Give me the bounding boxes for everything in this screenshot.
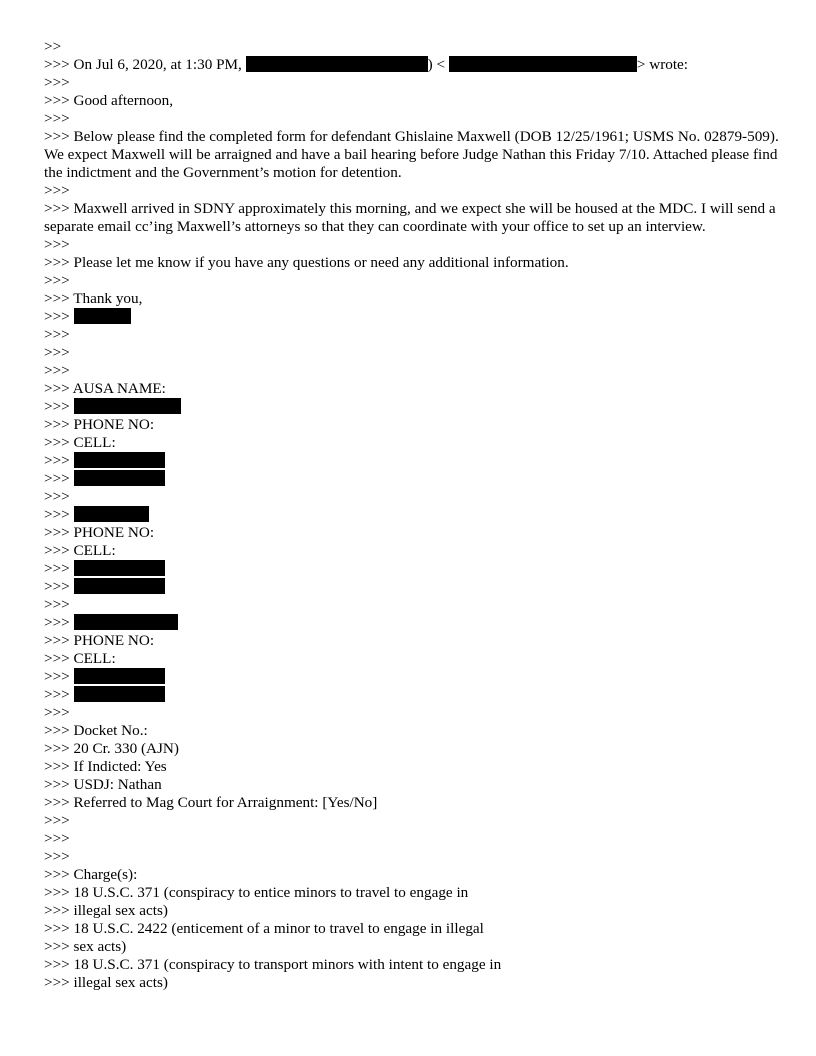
quote-line: >>> xyxy=(44,110,70,127)
docket-value: >>> 20 Cr. 330 (AJN) xyxy=(44,740,179,757)
redacted-line: >>> xyxy=(44,452,794,470)
redacted-line: >>> xyxy=(44,560,794,578)
quote-line: >>> xyxy=(44,704,70,721)
redaction-cell xyxy=(74,470,165,486)
redaction-ausa-name xyxy=(74,506,149,522)
charge-line: >>> sex acts) xyxy=(44,938,127,955)
redacted-line: >>> xyxy=(44,686,794,704)
quote-line: >>> xyxy=(44,488,70,505)
header-prefix: >>> On Jul 6, 2020, at 1:30 PM, xyxy=(44,56,242,73)
redaction-cell xyxy=(74,578,165,594)
charge-line: >>> 18 U.S.C. 2422 (enticement of a minor to travel to engage in illegal xyxy=(44,920,484,937)
ausa-name-label: >>> AUSA NAME: xyxy=(44,380,166,397)
paragraph-questions: >>> Please let me know if you have any questions or need any additional information. xyxy=(44,254,569,271)
cell-label: >>> CELL: xyxy=(44,434,116,451)
charges-label: >>> Charge(s): xyxy=(44,866,138,883)
docket-label: >>> Docket No.: xyxy=(44,722,148,739)
greeting: >>> Good afternoon, xyxy=(44,92,174,109)
redaction-ausa-name xyxy=(74,614,178,630)
phone-label: >>> PHONE NO: xyxy=(44,632,155,649)
redaction-sender-name xyxy=(246,56,428,72)
charge-line: >>> 18 U.S.C. 371 (conspiracy to entice minors to travel to engage in xyxy=(44,884,469,901)
indicted-status: >>> If Indicted: Yes xyxy=(44,758,167,775)
redacted-line: >>> xyxy=(44,614,794,632)
charge-line: >>> illegal sex acts) xyxy=(44,974,168,991)
email-document xyxy=(44,38,794,992)
quote-line: >>> xyxy=(44,74,70,91)
referred-mag-court: >>> Referred to Mag Court for Arraignment: [Yes/No] xyxy=(44,794,378,811)
redaction-signature xyxy=(74,308,131,324)
redaction-ausa-name xyxy=(74,398,181,414)
redacted-line: >>> xyxy=(44,470,794,488)
redacted-line: >>> xyxy=(44,668,794,686)
charge-line: >>> illegal sex acts) xyxy=(44,902,168,919)
quote-line: >>> xyxy=(44,344,70,361)
signoff: >>> Thank you, xyxy=(44,290,143,307)
cell-label: >>> CELL: xyxy=(44,650,116,667)
usdj: >>> USDJ: Nathan xyxy=(44,776,162,793)
quote-line: >>> xyxy=(44,812,70,829)
quote-line: >>> xyxy=(44,362,70,379)
redacted-line: >>> xyxy=(44,398,794,416)
quote-line: >>> xyxy=(44,182,70,199)
email-header-line xyxy=(44,56,794,74)
phone-label: >>> PHONE NO: xyxy=(44,416,155,433)
quote-line: >>> xyxy=(44,326,70,343)
redacted-line: >>> xyxy=(44,506,794,524)
paragraph-form: >>> Below please find the completed form for defendant Ghislaine Maxwell (DOB 12/25/1961; USMS No. 02879-509). We expect Maxwell will be arraigned and have a bail hearing before Judge Nathan this Friday 7/10. Attached please find the indictment and the Government’s motion for detention. xyxy=(44,128,779,181)
quote-line: >>> xyxy=(44,848,70,865)
quote-line: >>> xyxy=(44,596,70,613)
quote-line: >>> xyxy=(44,272,70,289)
redaction-sender-email xyxy=(449,56,637,72)
charge-line: >>> 18 U.S.C. 371 (conspiracy to transport minors with intent to engage in xyxy=(44,956,502,973)
signature-line: >>> xyxy=(44,308,794,326)
paragraph-arrival: >>> Maxwell arrived in SDNY approximately this morning, and we expect she will be housed at the MDC. I will send a separate email cc’ing Maxwell’s attorneys so that they can coordinate with your office to set up an interview. xyxy=(44,200,776,235)
phone-label: >>> PHONE NO: xyxy=(44,524,155,541)
redaction-phone xyxy=(74,452,165,468)
redaction-phone xyxy=(74,560,165,576)
header-suffix: > wrote: xyxy=(636,56,689,73)
redaction-phone xyxy=(74,668,165,684)
redaction-cell xyxy=(74,686,165,702)
quote-line: >>> xyxy=(44,236,70,253)
header-mid: ) < xyxy=(427,56,446,73)
redacted-line: >>> xyxy=(44,578,794,596)
quote-line: >> xyxy=(44,38,62,55)
quote-line: >>> xyxy=(44,830,70,847)
cell-label: >>> CELL: xyxy=(44,542,116,559)
